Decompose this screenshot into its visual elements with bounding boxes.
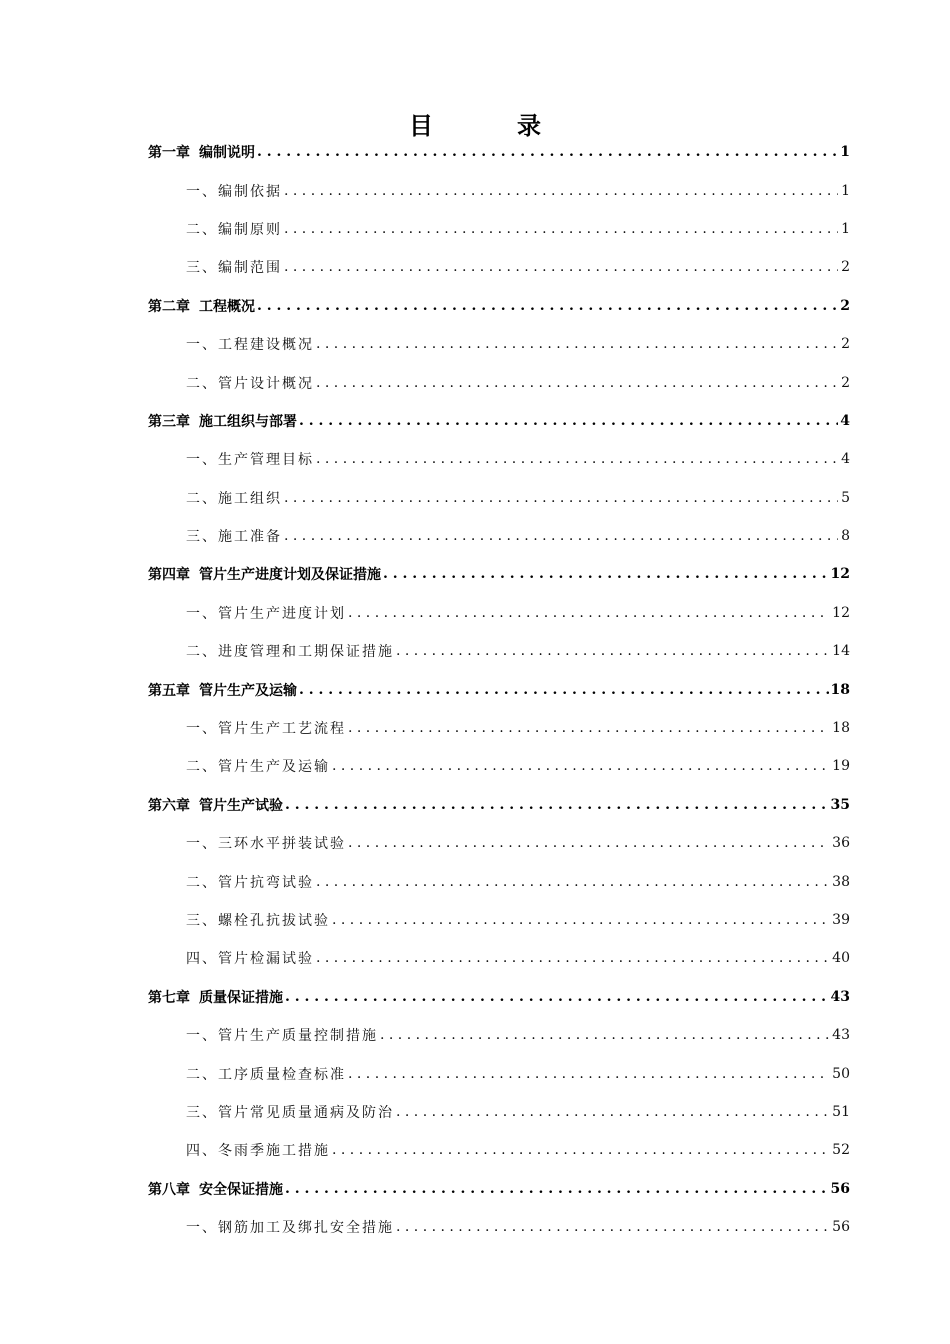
dot-leader [396,1102,830,1122]
toc-chapter-entry[interactable] [148,133,850,171]
toc-chapter-entry[interactable] [148,402,850,440]
toc-entry-label: 二、工序质量检查标准 [186,1066,346,1083]
toc-section-entry[interactable] [148,210,850,248]
toc-page-number: 39 [832,912,850,928]
dot-leader [396,641,830,661]
page-title: 目 录 [409,111,571,140]
toc-page-number: 14 [832,643,850,660]
toc-page-number: 4 [840,412,850,429]
chapter-number: 第五章 [148,682,190,699]
toc-section-entry[interactable] [148,862,850,900]
dot-leader [348,833,830,853]
toc-section-entry[interactable] [148,1208,850,1246]
chapter-number: 第六章 [148,797,190,814]
chapter-title: 编制说明 [199,145,255,162]
dot-leader [332,756,830,776]
chapter-title: 安全保证措施 [199,1181,283,1198]
toc-chapter-entry[interactable] [148,978,850,1016]
dot-leader [396,1217,830,1237]
toc-page-number: 4 [841,451,850,468]
chapter-number: 第八章 [148,1181,190,1198]
toc-entry-label [148,1179,283,1199]
dot-leader [299,411,838,431]
toc-page-number: 18 [830,681,850,698]
chapter-number: 第四章 [148,567,190,584]
toc-section-entry[interactable] [148,171,850,209]
dot-leader [285,795,829,815]
toc-entry-label: 三、施工准备 [186,529,282,546]
dot-leader [316,373,838,393]
toc-section-entry[interactable] [148,1054,850,1092]
dot-leader [284,219,838,239]
toc-page-number: 43 [832,1027,850,1044]
toc-entry-label: 一、管片生产进度计划 [186,605,346,622]
toc-entry-label [148,987,283,1007]
toc-entry-label: 一、工程建设概况 [186,337,314,354]
toc-entry-label: 一、三环水平拼装试验 [186,836,346,853]
chapter-number: 第一章 [148,145,190,162]
toc-entry-label: 一、生产管理目标 [186,452,314,469]
toc-chapter-entry[interactable] [148,287,850,325]
toc-page-number: 51 [832,1103,850,1120]
chapter-title: 管片生产进度计划及保证措施 [199,567,381,584]
toc-entry-label: 二、管片抗弯试验 [186,874,314,891]
chapter-title: 质量保证措施 [199,989,283,1006]
dot-leader [316,948,830,968]
chapter-title: 工程概况 [199,298,255,315]
chapter-title: 管片生产及运输 [199,682,297,699]
toc-page-number: 2 [841,374,850,391]
toc-entry-label: 二、编制原则 [186,221,282,238]
dot-leader [257,296,838,316]
dot-leader [383,564,829,584]
toc-page-number: 40 [832,950,850,967]
toc-page-number: 2 [841,336,850,353]
toc-entry-label [148,411,297,431]
toc-page-number: 18 [832,720,850,737]
toc-entry-label: 二、管片生产及运输 [186,759,330,776]
toc-entry-label: 一、钢筋加工及绑扎安全措施 [186,1220,394,1237]
toc-entry-label: 一、管片生产工艺流程 [186,721,346,738]
toc-page-number: 43 [830,988,850,1005]
toc-section-entry[interactable] [148,363,850,401]
toc-entry-label: 一、编制依据 [186,183,282,200]
chapter-title: 管片生产试验 [199,797,283,814]
dot-leader [348,718,830,738]
toc-section-entry[interactable] [148,594,850,632]
toc-section-entry[interactable] [148,1093,850,1131]
toc-page-number: 52 [832,1142,850,1159]
toc-page-number: 12 [832,604,850,621]
dot-leader [257,142,838,162]
toc-entry-label: 二、施工组织 [186,490,282,507]
toc-section-entry[interactable] [148,901,850,939]
toc-entry-label [148,680,297,700]
toc-section-entry[interactable] [148,824,850,862]
toc-page-number: 1 [841,182,850,199]
toc-section-entry[interactable] [148,479,850,517]
chapter-number: 第三章 [148,413,190,430]
toc-page-number: 2 [841,259,850,276]
toc-page-number: 1 [841,220,850,237]
toc-section-entry[interactable] [148,440,850,478]
toc-page-number: 36 [832,835,850,852]
chapter-number: 第七章 [148,989,190,1006]
toc-entry-label: 三、编制范围 [186,260,282,277]
toc-page-number: 56 [830,1180,850,1197]
dot-leader [285,1179,829,1199]
toc-page-number: 12 [830,566,850,583]
toc-entry-label: 三、螺栓孔抗拔试验 [186,913,330,929]
toc-chapter-entry[interactable] [148,1170,850,1208]
toc-page-number: 50 [832,1065,850,1082]
dot-leader [316,449,838,469]
toc-page-number: 5 [841,489,850,506]
toc-entry-label [148,795,283,815]
toc-section-entry[interactable] [148,325,850,363]
toc-page-number: 19 [832,758,850,775]
toc-entry-label [148,564,381,584]
toc-chapter-entry[interactable] [148,555,850,593]
dot-leader [332,910,830,930]
toc-page-number: 8 [841,528,850,545]
dot-leader [348,1064,830,1084]
toc-chapter-entry[interactable] [148,670,850,708]
dot-leader [299,680,829,700]
toc-section-entry[interactable] [148,747,850,785]
dot-leader [316,872,830,892]
dot-leader [348,603,830,623]
toc-section-entry[interactable] [148,709,850,747]
toc-entry-label [148,142,255,162]
toc-entry-label: 四、管片检漏试验 [186,951,314,968]
toc-section-entry[interactable] [148,632,850,670]
dot-leader [284,257,838,277]
toc-entry-label: 二、管片设计概况 [186,375,314,392]
chapter-number: 第二章 [148,298,190,315]
toc-page-number: 56 [832,1219,850,1236]
dot-leader [284,181,838,201]
toc-chapter-entry[interactable] [148,786,850,824]
toc-section-entry[interactable] [148,1016,850,1054]
dot-leader [285,987,829,1007]
dot-leader [284,526,838,546]
dot-leader [332,1140,830,1160]
toc-page-number: 38 [832,873,850,890]
toc-section-entry[interactable] [148,1131,850,1169]
toc-entry-label: 二、进度管理和工期保证措施 [186,644,394,661]
toc-section-entry[interactable] [148,248,850,286]
toc-section-entry[interactable] [148,517,850,555]
dot-leader [316,334,838,354]
chapter-title: 施工组织与部署 [199,413,297,430]
toc-entry-label: 一、管片生产质量控制措施 [186,1028,378,1045]
toc-entry-label: 四、冬雨季施工措施 [186,1143,330,1160]
toc-page-number: 1 [840,144,850,161]
toc-page-number: 2 [840,297,850,314]
dot-leader [380,1025,830,1045]
table-of-contents [148,133,850,1246]
toc-entry-label [148,296,255,316]
toc-page-number: 35 [830,796,850,813]
dot-leader [284,488,838,508]
toc-section-entry[interactable] [148,939,850,977]
toc-entry-label: 三、管片常见质量通病及防治 [186,1104,394,1121]
